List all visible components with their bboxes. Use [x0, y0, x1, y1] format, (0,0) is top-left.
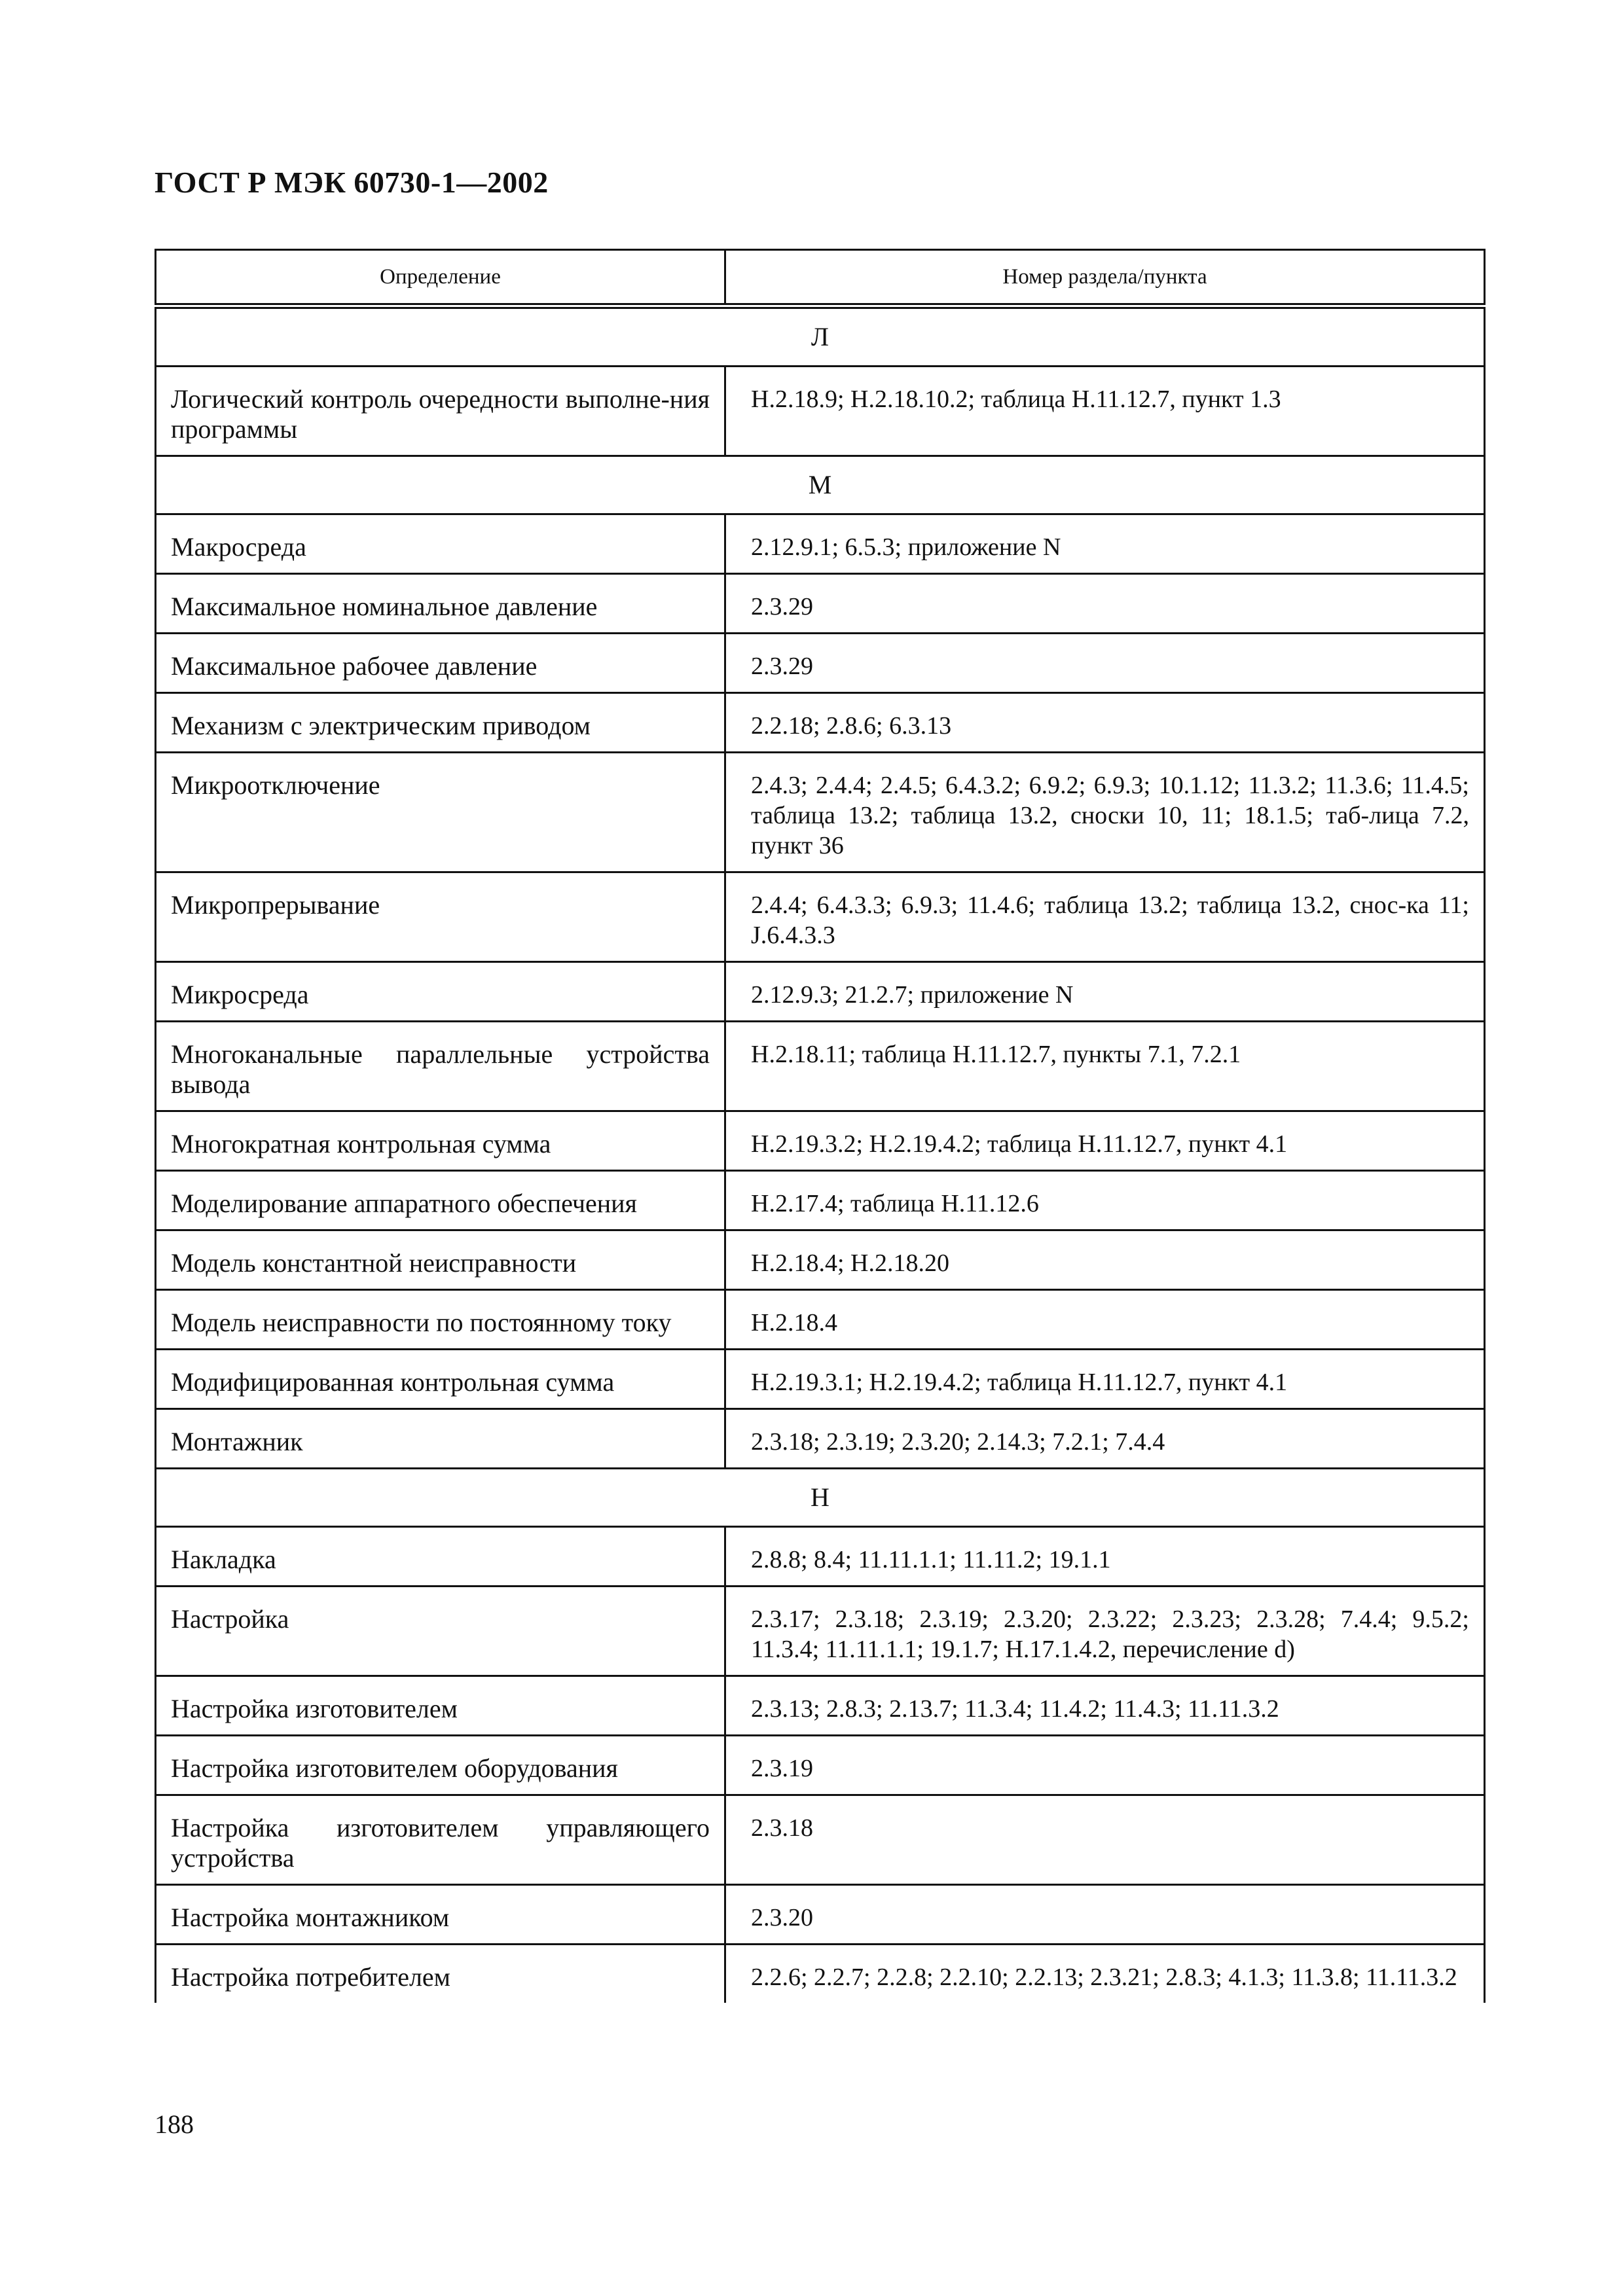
term-definition: Монтажник [156, 1409, 725, 1469]
term-definition: Настройка [156, 1587, 725, 1676]
table-row [156, 367, 1485, 456]
term-definition: Микроотключение [156, 753, 725, 872]
section-reference: 2.3.17; 2.3.18; 2.3.19; 2.3.20; 2.3.22; 2.3.23; 2.3.28; 7.4.4; 9.5.2; 11.3.4; 11.11.1.1; 19.1.7; H.17.1.4.2, перечисление d) [725, 1587, 1485, 1676]
section-letter: М [156, 456, 1485, 514]
term-definition: Накладка [156, 1527, 725, 1587]
table-row [156, 1111, 1485, 1171]
table-row [156, 1350, 1485, 1409]
table-row [156, 574, 1485, 634]
table-row [156, 1022, 1485, 1111]
letter-section-row [156, 1469, 1485, 1527]
table-row [156, 1885, 1485, 1945]
section-reference: 2.2.6; 2.2.7; 2.2.8; 2.2.10; 2.2.13; 2.3.21; 2.8.3; 4.1.3; 11.3.8; 11.11.3.2 [725, 1945, 1485, 2003]
table-row [156, 514, 1485, 574]
index-table-container [155, 249, 1484, 2003]
section-reference: 2.3.29 [725, 574, 1485, 634]
column-header-definition: Определение [156, 250, 725, 306]
table-row [156, 634, 1485, 693]
section-reference: H.2.17.4; таблица H.11.12.6 [725, 1171, 1485, 1230]
section-reference: 2.3.13; 2.8.3; 2.13.7; 11.3.4; 11.4.2; 11.4.3; 11.11.3.2 [725, 1676, 1485, 1736]
term-definition: Модель константной неисправности [156, 1230, 725, 1290]
page-number: 188 [155, 2109, 194, 2139]
section-reference: 2.4.4; 6.4.3.3; 6.9.3; 11.4.6; таблица 13.2; таблица 13.2, снос-ка 11; J.6.4.3.3 [725, 872, 1485, 962]
section-reference: 2.4.3; 2.4.4; 2.4.5; 6.4.3.2; 6.9.2; 6.9.3; 10.1.12; 11.3.2; 11.3.6; 11.4.5; таблица 13.2; таблица 13.2, сноски 10, 11; 18.1.5; таб-лица 7.2, пункт 36 [725, 753, 1485, 872]
letter-section-row [156, 306, 1485, 367]
table-body [156, 306, 1485, 2003]
term-definition: Настройка изготовителем управляющего устройства [156, 1795, 725, 1885]
table-row [156, 1587, 1485, 1676]
term-definition: Микросреда [156, 962, 725, 1022]
term-definition: Настройка потребителем [156, 1945, 725, 2003]
letter-section-row [156, 456, 1485, 514]
index-table [155, 249, 1486, 2003]
section-reference: 2.3.19 [725, 1736, 1485, 1795]
term-definition: Максимальное номинальное давление [156, 574, 725, 634]
section-reference: H.2.18.4 [725, 1290, 1485, 1350]
section-reference: 2.3.18; 2.3.19; 2.3.20; 2.14.3; 7.2.1; 7.4.4 [725, 1409, 1485, 1469]
term-definition: Модель неисправности по постоянному току [156, 1290, 725, 1350]
term-definition: Настройка монтажником [156, 1885, 725, 1945]
section-letter: Л [156, 306, 1485, 367]
table-row [156, 753, 1485, 872]
section-reference: 2.3.20 [725, 1885, 1485, 1945]
table-row [156, 872, 1485, 962]
section-reference: 2.2.18; 2.8.6; 6.3.13 [725, 693, 1485, 753]
term-definition: Максимальное рабочее давление [156, 634, 725, 693]
section-reference: H.2.18.9; H.2.18.10.2; таблица H.11.12.7, пункт 1.3 [725, 367, 1485, 456]
table-row [156, 1290, 1485, 1350]
term-definition: Настройка изготовителем [156, 1676, 725, 1736]
table-row [156, 1171, 1485, 1230]
section-reference: H.2.18.4; H.2.18.20 [725, 1230, 1485, 1290]
term-definition: Настройка изготовителем оборудования [156, 1736, 725, 1795]
section-reference: 2.8.8; 8.4; 11.11.1.1; 11.11.2; 19.1.1 [725, 1527, 1485, 1587]
section-reference: 2.12.9.3; 21.2.7; приложение N [725, 962, 1485, 1022]
term-definition: Макросреда [156, 514, 725, 574]
table-row [156, 962, 1485, 1022]
term-definition: Моделирование аппаратного обеспечения [156, 1171, 725, 1230]
term-definition: Логический контроль очередности выполне-ния программы [156, 367, 725, 456]
table-row [156, 1795, 1485, 1885]
section-reference: 2.3.18 [725, 1795, 1485, 1885]
table-row [156, 1230, 1485, 1290]
table-row [156, 1736, 1485, 1795]
term-definition: Модифицированная контрольная сумма [156, 1350, 725, 1409]
table-header-row [156, 250, 1485, 306]
table-row [156, 1527, 1485, 1587]
column-header-section: Номер раздела/пункта [725, 250, 1485, 306]
term-definition: Механизм с электрическим приводом [156, 693, 725, 753]
section-reference: H.2.19.3.1; H.2.19.4.2; таблица H.11.12.7, пункт 4.1 [725, 1350, 1485, 1409]
section-reference: H.2.18.11; таблица H.11.12.7, пункты 7.1, 7.2.1 [725, 1022, 1485, 1111]
document-header: ГОСТ Р МЭК 60730-1—2002 [155, 166, 549, 199]
table-row [156, 693, 1485, 753]
term-definition: Многократная контрольная сумма [156, 1111, 725, 1171]
term-definition: Многоканальные параллельные устройства вывода [156, 1022, 725, 1111]
section-reference: 2.3.29 [725, 634, 1485, 693]
table-row [156, 1409, 1485, 1469]
table-row [156, 1945, 1485, 2003]
table-row [156, 1676, 1485, 1736]
section-reference: H.2.19.3.2; H.2.19.4.2; таблица H.11.12.7, пункт 4.1 [725, 1111, 1485, 1171]
term-definition: Микропрерывание [156, 872, 725, 962]
section-reference: 2.12.9.1; 6.5.3; приложение N [725, 514, 1485, 574]
section-letter: Н [156, 1469, 1485, 1527]
